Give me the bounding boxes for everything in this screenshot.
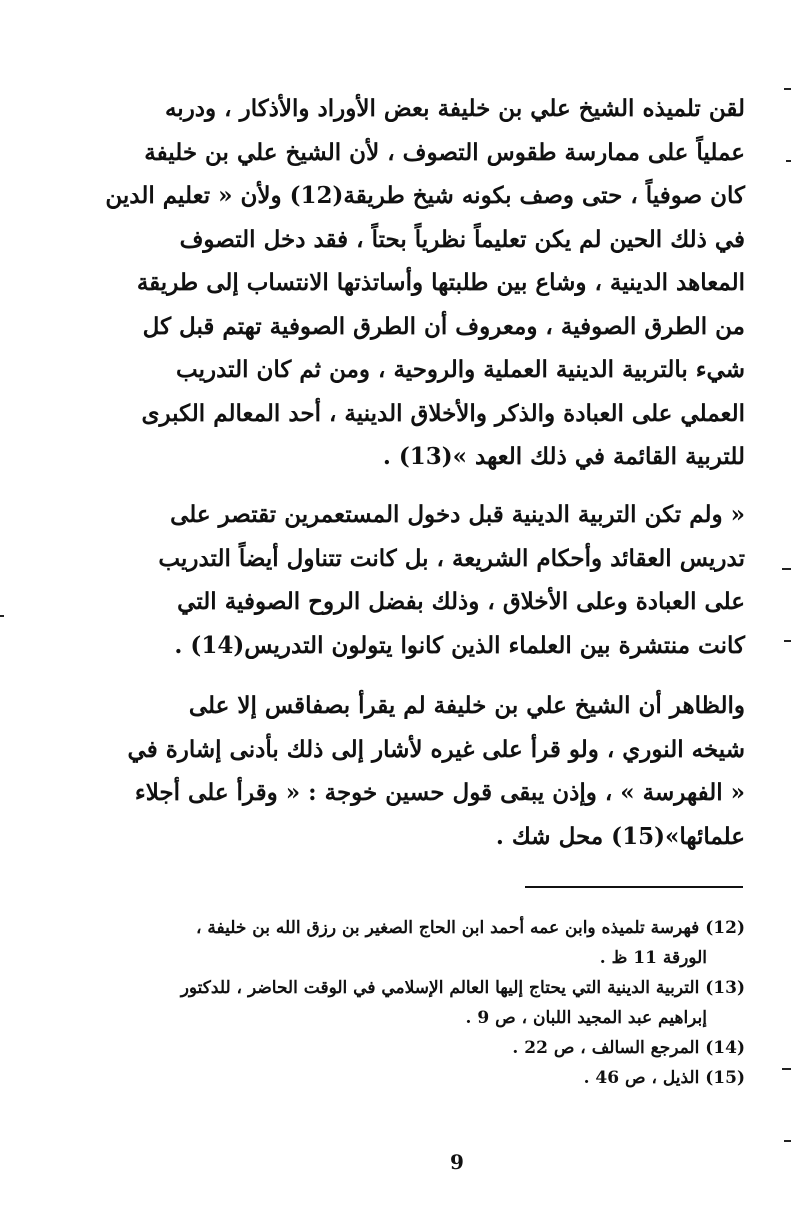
text-line: « الفهرسة » ، وإذن يبقى قول حسين خوجة : « وقرأ على أجلاء [134, 779, 745, 806]
margin-mark [782, 1068, 791, 1070]
text-line: العملي على العبادة والذكر والأخلاق الدينية ، أحد المعالم الكبرى [141, 399, 745, 427]
text-line: للتربية القائمة في ذلك العهد »(13) . [382, 443, 745, 470]
margin-mark [784, 88, 791, 90]
margin-mark [784, 640, 791, 642]
text-line: شيخه النوري ، ولو قرأ على غيره لأشار إلى ذلك بأدنى إشارة في [127, 735, 745, 763]
footnote-12-continuation: الورقة 11 ظ . [599, 948, 707, 968]
footnote-12: (12) فهرسة تلميذه وابن عمه أحمد ابن الحاج الصغير بن رزق الله بن خليفة ، [196, 918, 745, 938]
text-line: شيء بالتربية الدينية العملية والروحية ، ومن ثم كان التدريب [175, 356, 745, 383]
footnotes [150, 913, 745, 1093]
text-line: في ذلك الحين لم يكن تعليماً نظرياً بحتاً ، فقد دخل التصوف [179, 225, 745, 253]
footnote-15: (15) الذيل ، ص 46 . [583, 1068, 745, 1088]
text-line: والظاهر أن الشيخ علي بن خليفة لم يقرأ بصفاقس إلا على [188, 692, 745, 719]
text-line: « ولم تكن التربية الدينية قبل دخول المستعمرين تقتصر على [170, 501, 745, 528]
text-line: تدريس العقائد وأحكام الشريعة ، بل كانت تتناول أيضاً التدريب [158, 544, 745, 572]
footnote-13-continuation: إبراهيم عبد المجيد اللبان ، ص 9 . [465, 1008, 707, 1028]
margin-mark [0, 615, 4, 617]
footnote-14: (14) المرجع السالف ، ص 22 . [512, 1038, 745, 1058]
text-line: على العبادة وعلى الأخلاق ، وذلك بفضل الروح الصوفية التي [177, 588, 745, 615]
paragraph-3 [127, 684, 745, 858]
text-line: عملياً على ممارسة طقوس التصوف ، لأن الشيخ علي بن خليفة [144, 138, 745, 166]
text-line: لقن تلميذه الشيخ علي بن خليفة بعض الأوراد والأذكار ، ودربه [164, 95, 745, 122]
paragraph-1 [105, 87, 745, 479]
page-number: 9 [450, 1150, 464, 1174]
text-line: من الطرق الصوفية ، ومعروف أن الطرق الصوفية تهتم قبل كل [142, 312, 745, 340]
text-line: كان صوفياً ، حتى وصف بكونه شيخ طريقة(12) ولأن « تعليم الدين [105, 182, 745, 209]
text-line: المعاهد الدينية ، وشاع بين طلبتها وأساتذتها الانتساب إلى طريقة [136, 269, 745, 296]
text-line: علمائها»(15) محل شك . [495, 822, 745, 850]
margin-mark [786, 160, 791, 162]
footnote-separator [525, 886, 743, 888]
text-line: كانت منتشرة بين العلماء الذين كانوا يتولون التدريس(14) . [174, 631, 745, 659]
paragraph-2 [150, 493, 745, 667]
margin-mark [782, 568, 791, 570]
footnote-13: (13) التربية الدينية التي يحتاج إليها العالم الإسلامي في الوقت الحاضر ، للدكتور [180, 978, 745, 998]
margin-mark [784, 1140, 791, 1142]
